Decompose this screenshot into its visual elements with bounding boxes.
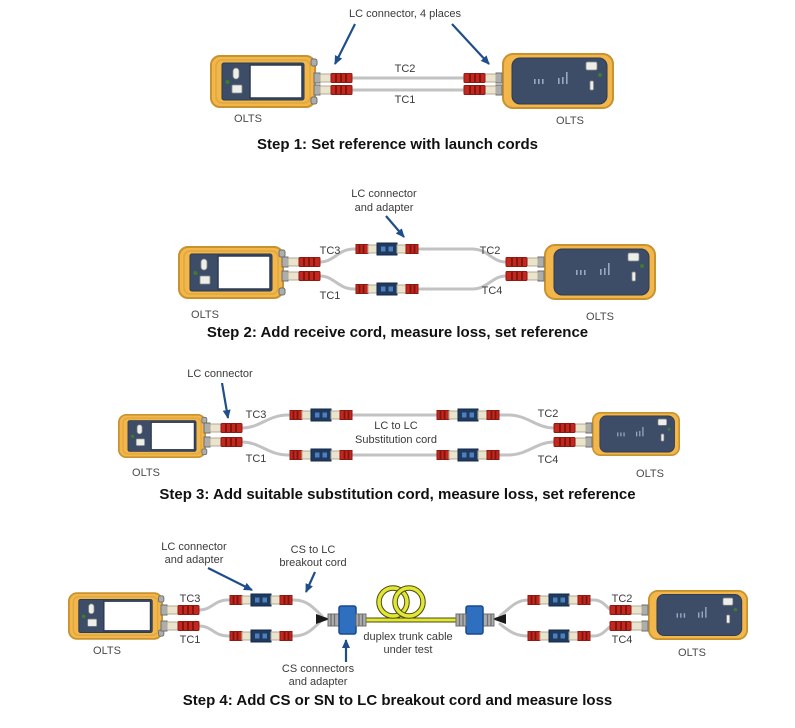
annotation-label: and adapter <box>288 676 348 688</box>
olts-device-left <box>69 593 164 639</box>
substitution-cord-label: Substitution cord <box>355 434 437 446</box>
annotation-label: CS connectors <box>281 663 355 675</box>
cord-label: TC1 <box>179 634 201 646</box>
lc-adapter-assembly-icon <box>356 243 418 255</box>
annotation-label: LC connector <box>161 541 227 553</box>
cord-label: TC3 <box>319 245 341 257</box>
step-4 <box>0 530 795 728</box>
annotation-arrow <box>208 568 252 590</box>
annotation-arrow <box>306 572 315 592</box>
substitution-cord-label: LC to LC <box>374 420 418 432</box>
annotation-arrow <box>452 24 489 64</box>
olts-device-right <box>593 413 679 455</box>
device-label: OLTS <box>93 645 121 657</box>
device-label: OLTS <box>556 115 584 127</box>
lc-adapter-assembly-icon <box>290 449 352 461</box>
lc-connector-icon <box>282 257 320 267</box>
lc-connector-icon <box>204 437 242 447</box>
device-label: OLTS <box>678 647 706 659</box>
lc-connector-icon <box>314 73 352 83</box>
lc-connector-icon <box>554 437 592 447</box>
lc-connector-icon <box>506 271 544 281</box>
device-label: OLTS <box>132 467 160 479</box>
annotation-label: breakout cord <box>279 557 347 569</box>
cord-label: TC3 <box>179 593 201 605</box>
lc-connector-icon <box>610 605 648 615</box>
trunk-cable-label: under test <box>383 644 433 656</box>
annotation-label: and adapter <box>164 554 224 566</box>
lc-connector-icon <box>282 271 320 281</box>
device-label: OLTS <box>191 309 219 321</box>
cord-label: TC3 <box>245 409 267 421</box>
annotation-arrow <box>386 216 404 237</box>
step-3 <box>0 360 795 530</box>
olts-device-right <box>545 245 655 299</box>
annotation-label: CS to LC <box>290 544 336 556</box>
olts-device-left <box>179 247 285 298</box>
lc-adapter-assembly-icon <box>528 630 590 642</box>
lc-adapter-assembly-icon <box>356 283 418 295</box>
lc-connector-icon <box>464 73 502 83</box>
step-3-canvas <box>0 360 795 530</box>
device-label: OLTS <box>636 468 664 480</box>
lc-connector-icon <box>554 423 592 433</box>
cord-label: TC1 <box>245 453 267 465</box>
lc-connector-icon <box>161 621 199 631</box>
cord-label: TC1 <box>319 290 341 302</box>
olts-device-left <box>119 415 207 457</box>
cord-label: TC2 <box>537 408 559 420</box>
annotation-label: and adapter <box>354 202 414 214</box>
lc-adapter-assembly-icon <box>230 594 292 606</box>
cord-label: TC2 <box>394 63 416 75</box>
lc-adapter-assembly-icon <box>437 449 499 461</box>
cord-label: TC4 <box>537 454 559 466</box>
step-1 <box>0 0 795 178</box>
annotation-arrow <box>335 24 355 64</box>
device-label: OLTS <box>234 113 262 125</box>
step-title: Step 1: Set reference with launch cords <box>257 136 538 153</box>
trunk-cable-label: duplex trunk cable <box>363 631 453 643</box>
step-title: Step 2: Add receive cord, measure loss, set reference <box>206 324 589 341</box>
lc-connector-icon <box>506 257 544 267</box>
cord-label: TC2 <box>611 593 633 605</box>
annotation-label: LC connector, 4 places <box>349 8 461 20</box>
cord-label: TC4 <box>611 634 633 646</box>
step-title: Step 3: Add suitable substitution cord, measure loss, set reference <box>159 486 636 503</box>
lc-adapter-assembly-icon <box>230 630 292 642</box>
cs-connector-icon <box>456 606 494 634</box>
device-label: OLTS <box>586 311 614 323</box>
lc-adapter-assembly-icon <box>528 594 590 606</box>
cord-label: TC1 <box>394 94 416 106</box>
lc-adapter-assembly-icon <box>290 409 352 421</box>
lc-connector-icon <box>464 85 502 95</box>
lc-adapter-assembly-icon <box>437 409 499 421</box>
lc-connector-icon <box>314 85 352 95</box>
cord-label: TC2 <box>479 245 501 257</box>
annotation-label: LC connector <box>351 188 417 200</box>
annotation-arrow <box>222 383 228 418</box>
cs-connector-icon <box>328 606 366 634</box>
annotation-label: LC connector <box>187 368 253 380</box>
lc-connector-icon <box>161 605 199 615</box>
lc-connector-icon <box>204 423 242 433</box>
step-title: Step 4: Add CS or SN to LC breakout cord and measure loss <box>182 692 613 709</box>
olts-device-right <box>649 591 747 639</box>
olts-device-right <box>503 54 613 108</box>
step-2 <box>0 178 795 360</box>
olts-device-left <box>211 56 317 107</box>
cord-label: TC4 <box>481 285 503 297</box>
lc-connector-icon <box>610 621 648 631</box>
